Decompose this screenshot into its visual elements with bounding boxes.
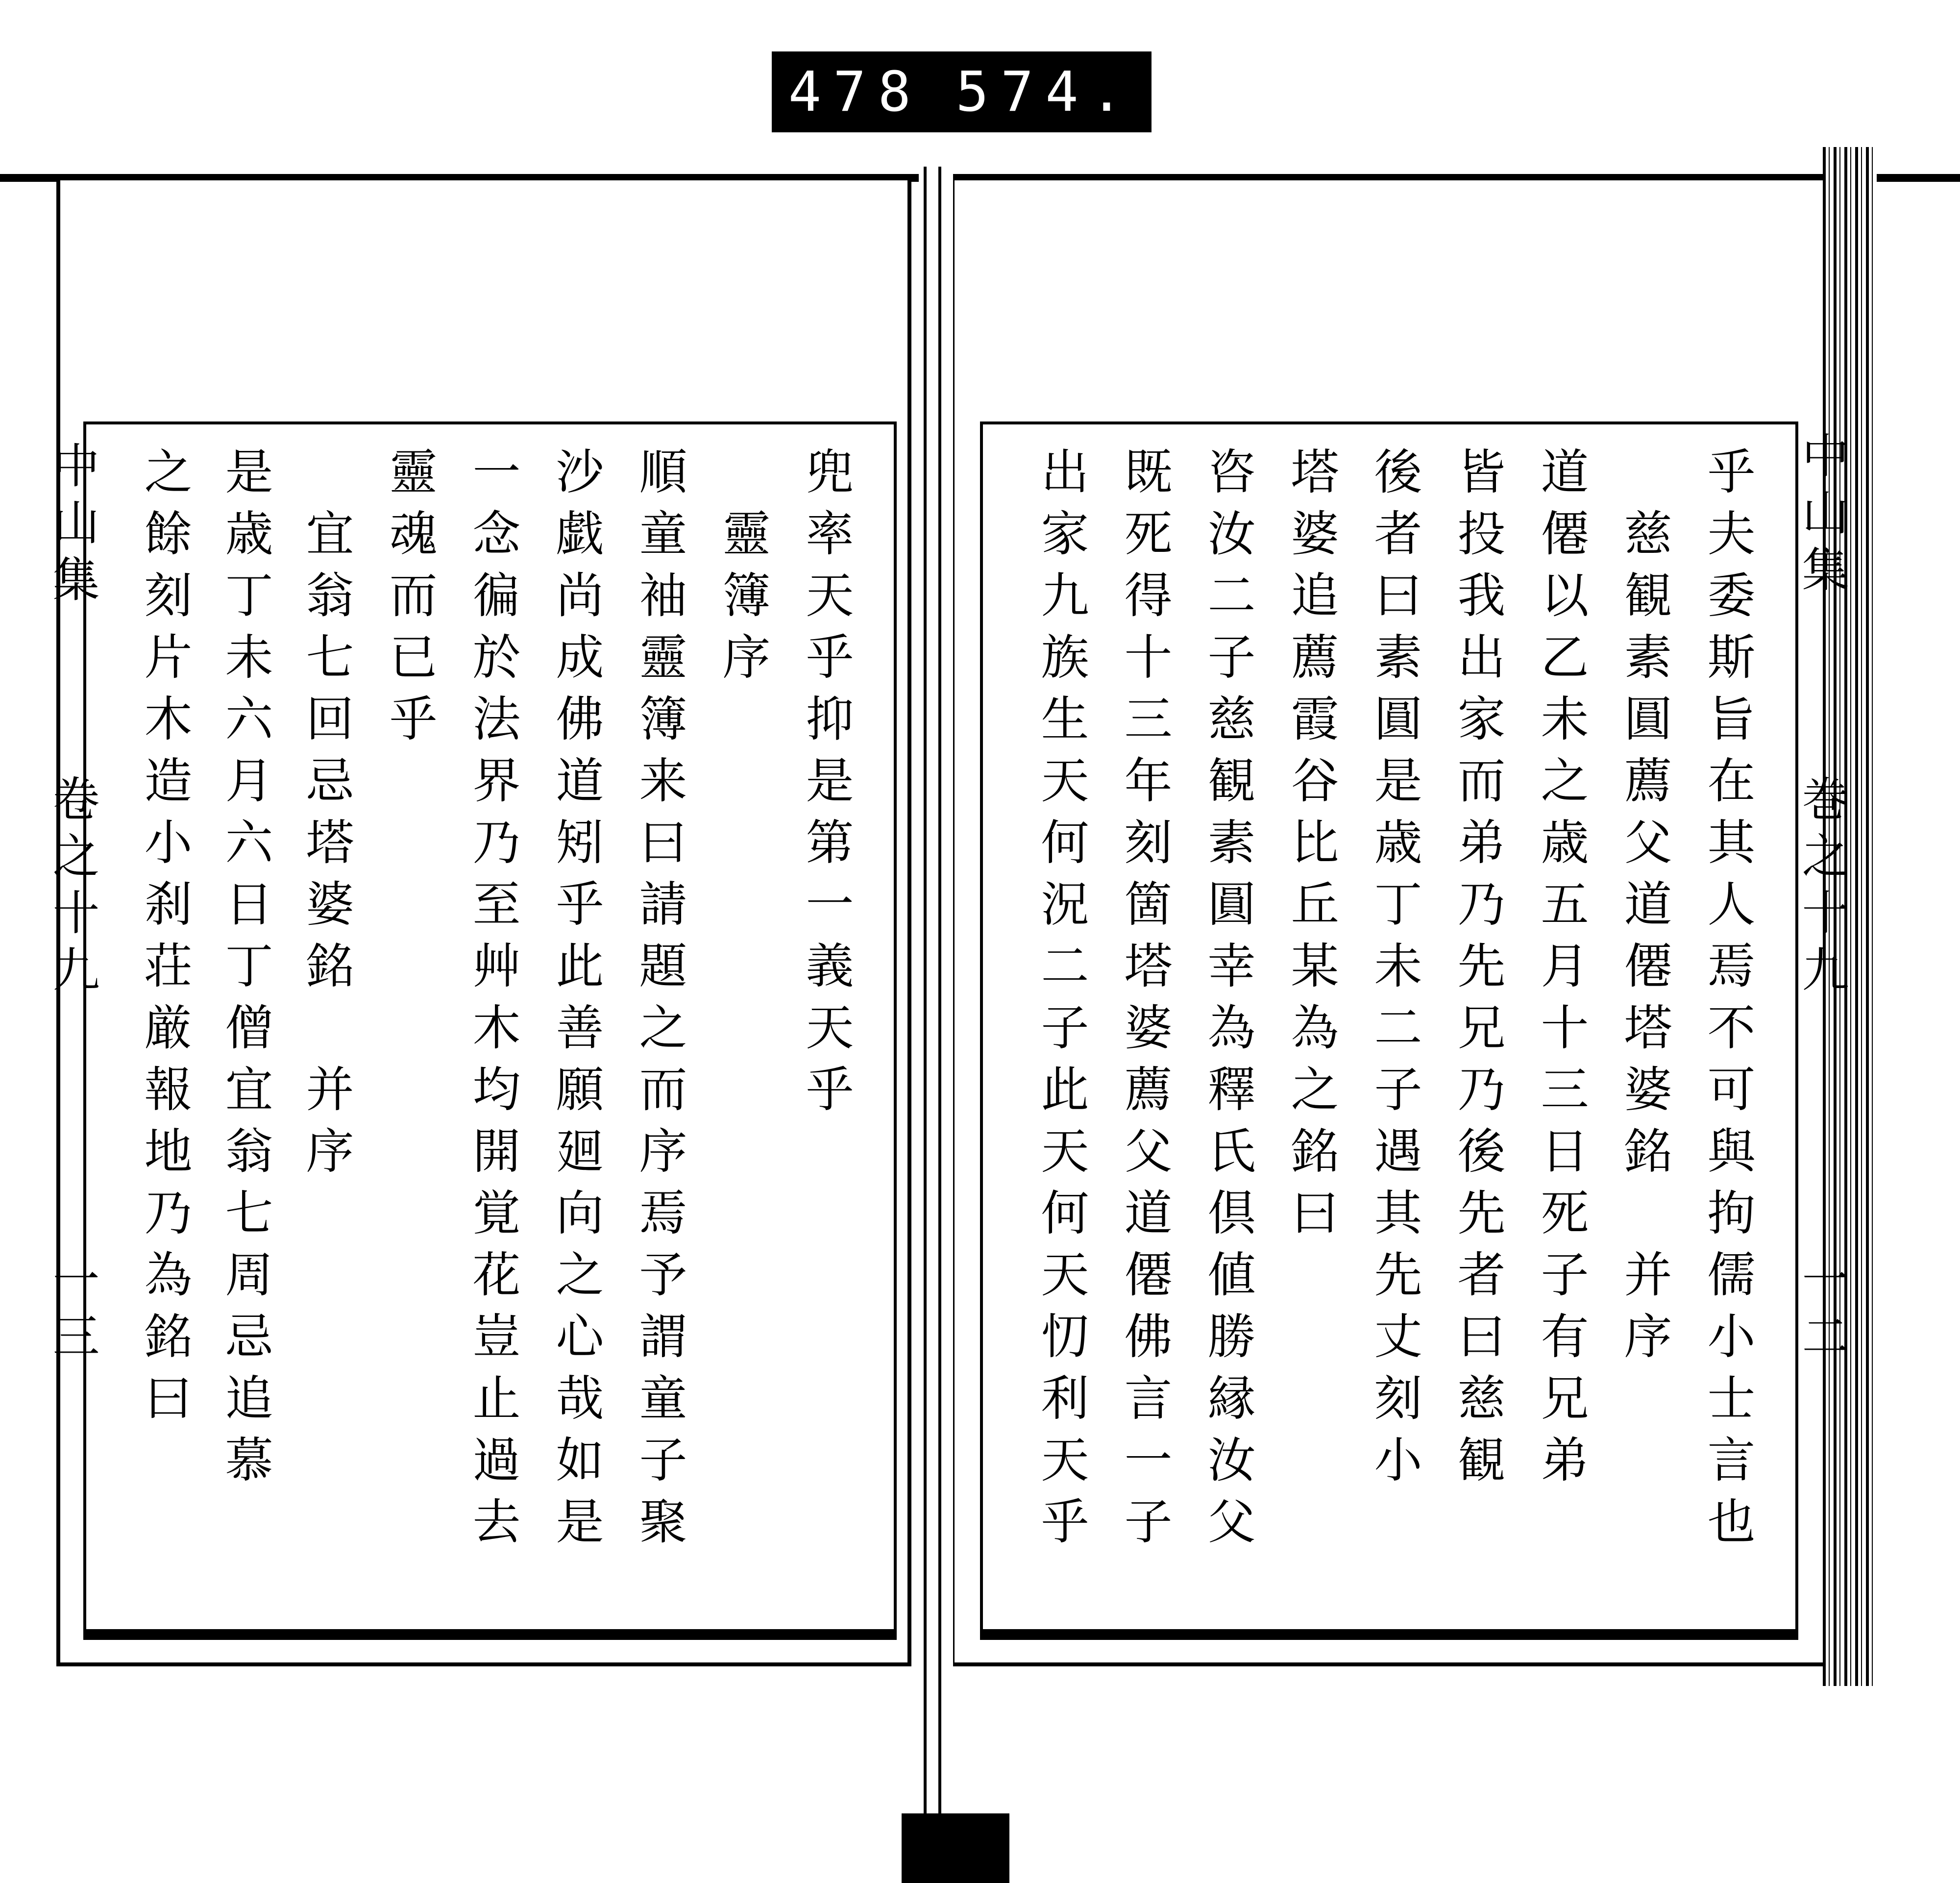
right-column-4: 皆投我出家而弟乃先兄乃後先者曰慈観 xyxy=(1449,446,1505,1496)
right-margin-volume: 巻之十九 xyxy=(1794,774,1849,1002)
binding-gutter xyxy=(919,167,953,1882)
right-column-9: 出家九族生天何況二子此天何天忉利天乎 xyxy=(1033,446,1089,1558)
right-text-frame xyxy=(980,421,1798,1632)
right-column-7: 咨汝二子慈観素圓幸為釋氏倶値勝縁汝父 xyxy=(1200,446,1255,1558)
left-margin-title: 中山集 xyxy=(45,441,100,612)
right-margin-title: 中山集 xyxy=(1794,431,1849,602)
right-column-1: 乎夫委斯旨在其人焉不可與拘儒小士言也 xyxy=(1699,446,1755,1558)
right-margin-folio: 一二 xyxy=(1794,1255,1849,1368)
left-column-5: 一念徧於法界乃至艸木均開覚花豈止過去 xyxy=(465,446,520,1558)
binding-tab xyxy=(902,1813,1009,1883)
left-column-7: 宜翁七回忌塔婆銘 并序 xyxy=(298,446,354,1188)
right-column-6: 塔婆追薦霞谷比丘某為之銘曰 xyxy=(1283,446,1339,1249)
left-column-6: 靈魂而已乎 xyxy=(381,446,437,755)
right-column-3: 道僊以乙未之歳五月十三日死子有兄弟 xyxy=(1533,446,1589,1496)
right-column-8: 既死得十三年刻箇塔婆薦父道僊佛言一子 xyxy=(1116,446,1172,1558)
left-column-9: 之餘刻片木造小刹荘厳報地乃為銘曰 xyxy=(136,446,192,1435)
left-margin-volume: 卷之十九 xyxy=(45,774,100,1002)
left-frame-base-rule xyxy=(83,1632,897,1640)
left-column-1: 兜率天乎抑是第一義天乎 xyxy=(798,446,854,1126)
right-column-2: 慈観素圓薦父道僊塔婆銘 并序 xyxy=(1616,446,1672,1373)
left-column-4: 沙戯尚成佛道矧乎此善願廻向之心哉如是 xyxy=(548,446,604,1558)
left-text-frame xyxy=(83,421,897,1632)
left-margin-folio: 一三 xyxy=(45,1255,100,1368)
catalog-number-left: 478 xyxy=(788,60,923,124)
right-column-5: 後者曰素圓是歳丁未二子遇其先丈刻小 xyxy=(1366,446,1422,1496)
catalog-number-label xyxy=(772,51,1152,132)
left-column-3: 順童袖靈簿来曰請題之而序焉予謂童子聚 xyxy=(631,446,687,1558)
left-column-8: 是歳丁未六月六日丁僧宜翁七周忌追慕 xyxy=(217,446,273,1496)
catalog-number-right: 574. xyxy=(956,60,1135,124)
left-column-2: 靈簿序 xyxy=(714,446,770,694)
right-frame-base-rule xyxy=(980,1632,1798,1640)
